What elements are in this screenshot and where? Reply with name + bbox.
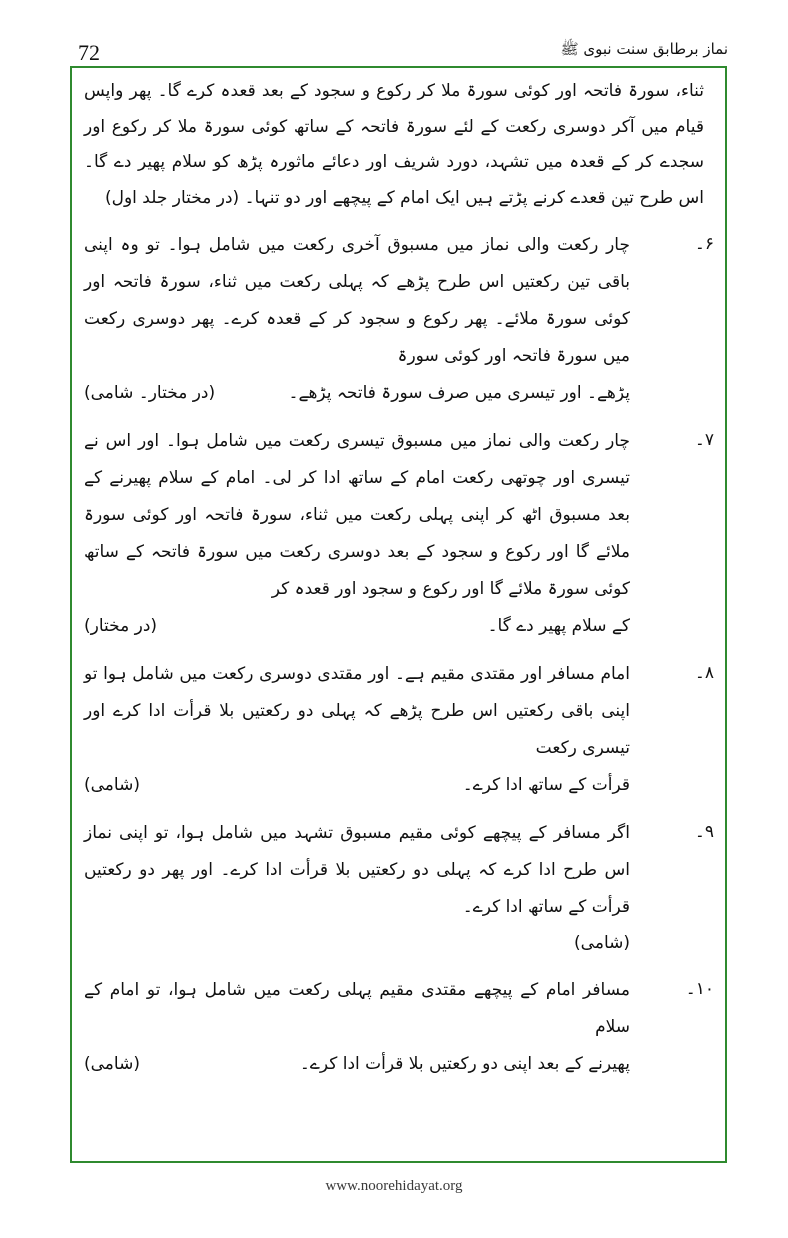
citation: (در مختار) (84, 616, 158, 636)
item-number: ۸۔ (694, 663, 714, 683)
list-item (84, 227, 712, 412)
item-last-line: پڑھے۔ اور تیسری میں صرف سورۃ فاتحہ پڑھے۔ (288, 383, 630, 403)
list-item (84, 815, 712, 961)
list-item (84, 656, 712, 804)
item-text: اگر مسافر کے پیچھے کوئی مقیم مسبوق تشہد میں شامل ہوا، تو اپنی نماز اس طرح ادا کرے کہ پہلی دو رکعتیں بلا قرأت ادا کرے۔ اور پھر دو رکعتیں قرأت کے ساتھ ادا کرے۔ (شامی) (84, 823, 630, 953)
page-content (84, 74, 712, 1083)
list-item (84, 972, 712, 1083)
citation: (شامی) (84, 1054, 140, 1074)
page-number: 72 (78, 40, 100, 65)
citation: (شامی) (574, 933, 630, 953)
page-header (70, 38, 730, 66)
citation: (شامی) (84, 775, 140, 795)
item-text: امام مسافر اور مقتدی مقیم ہے۔ اور مقتدی دوسری رکعت میں شامل ہوا تو اپنی باقی رکعتیں اس طرح پڑھے کہ پہلی دو رکعتیں بلا قرأت ادا کرے اور تیسری رکعت قرأت کے ساتھ ادا کرے۔ (شامی) (84, 656, 630, 804)
list-item (84, 423, 712, 645)
item-number: ۶۔ (694, 234, 714, 254)
footer-url: www.noorehidayat.org (325, 1178, 463, 1194)
item-number: ۱۰۔ (685, 979, 714, 999)
item-number: ۷۔ (694, 430, 714, 450)
intro-paragraph: ثناء، سورۃ فاتحہ اور کوئی سورۃ ملا کر رکوع و سجود کے بعد قعدہ کرے گا۔ پھر واپس قیام میں آکر دوسری رکعت کے لئے سورۃ فاتحہ کے ساتھ کوئی سورۃ ملا کر رکوع اور سجدے کر کے قعدہ میں تشہد، دورد شریف اور دعائے ماثورہ پڑھ کو سلام پھیر دے گا۔ اس طرح تین قعدے کرنے پڑتے ہیں ایک امام کے پیچھے اور دو تنہا۔ (در مختار جلد اول) (84, 81, 704, 208)
running-title: نماز برطابق سنت نبوی ﷺ (560, 40, 728, 58)
item-last-line: پھیرنے کے بعد اپنی دو رکعتیں بلا قرأت ادا کرے۔ (299, 1054, 630, 1074)
item-last-line: قرأت کے ساتھ ادا کرے۔ (462, 775, 630, 795)
item-text: چار رکعت والی نماز میں مسبوق تیسری رکعت میں شامل ہوا۔ اور اس نے تیسری اور چوتھی رکعت امام کے ساتھ ادا کر لی۔ امام کے سلام پھیرنے کے بعد مسبوق اٹھ کر اپنی پہلی رکعت میں ثناء، سورۃ فاتحہ اور کوئی سورۃ ملائے گا اور رکوع و سجود کے بعد دوسری رکعت میں سورۃ فاتحہ کے ساتھ کوئی سورۃ ملائے گا اور رکوع و سجود اور قعدہ کر کے سلام پھیر دے گا۔ (در مختار) (84, 423, 630, 645)
item-text: مسافر امام کے پیچھے مقتدی مقیم پہلی رکعت میں شامل ہوا، تو امام کے سلام پھیرنے کے بعد اپنی دو رکعتیں بلا قرأت ادا کرے۔ (شامی) (84, 972, 630, 1083)
item-text: چار رکعت والی نماز میں مسبوق آخری رکعت میں شامل ہوا۔ تو وہ اپنی باقی تین رکعتیں اس طرح پڑھے کہ پہلی رکعت میں ثناء، سورۃ فاتحہ اور کوئی سورۃ ملائے۔ پھر رکوع و سجود کر کے قعدہ کرے۔ پھر دوسری رکعت میں سورۃ فاتحہ اور کوئی سورۃ پڑھے۔ اور تیسری میں صرف سورۃ فاتحہ پڑھے۔ (در مختار۔ شامی) (84, 227, 630, 412)
item-number: ۹۔ (694, 822, 714, 842)
citation: (در مختار۔ شامی) (84, 383, 216, 403)
item-last-line: کے سلام پھیر دے گا۔ (487, 616, 630, 636)
